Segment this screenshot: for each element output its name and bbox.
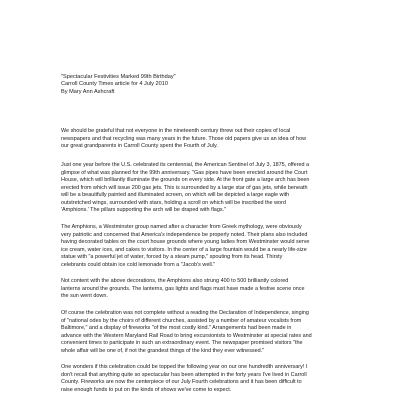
text-line: County. Fireworks are now the centerpiece of our July Fourth celebrations and it has been difficult to (61, 379, 302, 385)
text-line: erected from which will issue 200 gas jets. This is surrounded by a large star of gas jets, while beneath (61, 184, 308, 191)
text-line: don't recall that anything quite so spectacular has been attempted in the forty years I've lived in Carroll (61, 371, 307, 378)
text-line: We should be grateful that not everyone in the nineteenth century threw out their copies of local (61, 128, 291, 134)
text-line: whole affair will be one of, if not the grandest things of the kind they ever witnessed." (61, 347, 265, 354)
text-line: House, which will brilliantly illuminate the grounds on every side. At the front gate a large arch has been (61, 177, 310, 183)
text-line: the sun went down. (61, 293, 108, 299)
text-line: statue with "a powerful jet of water, forced by a steam pump," spouting from its head. Thirsty (61, 254, 283, 260)
text-line: newspapers and that recycling was many years in the future. Those old papers give us an idea of how (61, 135, 307, 142)
text-line: very patriotic and concerned that America's independence be properly noted. Their plans also included (61, 231, 308, 238)
text-line: Of course the celebration was not complete without a reading the Declaration of Independence, singing (61, 310, 309, 316)
article-title: "Spectacular Festivities Marked 99th Birthday" (61, 74, 176, 80)
text-line: One wonders if this celebration could be topped the following year on our one hundredth anniversary! I (61, 364, 308, 370)
text-line: will be a beautifully painted and illuminated screen, on which will be depicted a large eagle with (61, 192, 290, 198)
text-line: advance with the Western Maryland Rail Road to bring excursionists to Westminster at special rates and (61, 332, 312, 339)
paragraph-amphions (61, 224, 363, 269)
text-line: Baltimore," and a display of fireworks "of the most costly kind." Arrangements had been made in (61, 325, 292, 331)
text-line: The Amphions, a Westminster group named after a character from Greek mythology, were obviously (61, 224, 302, 230)
text-line: lanterns around the grounds. The lanterns, gas lights and flags must have made a festive scene once (61, 285, 305, 292)
text-line: celebrants could obtain ice cold lemonade from a "Jacob's well." (61, 261, 216, 268)
article-source: Carroll County Times article for 4 July 2010 (61, 81, 168, 88)
text-line: glimpse of what was planned for the 99th anniversary. "Gas pipes have been erected around the Court (61, 169, 308, 176)
article-author: By Mary Ann Ashcraft (61, 88, 115, 95)
text-line: outstretched wings, surrounded with stars, holding a scroll on which will be inscribed the word (61, 199, 286, 206)
paragraph-sentinel (61, 162, 363, 215)
text-line: 'Amphions.' The pillars supporting the arch will be draped with flags." (61, 207, 227, 213)
text-line: of "national odes by the choirs of different churches, assisted by a number of amateur vocalists from (61, 317, 302, 324)
paragraph-lanterns (61, 278, 363, 301)
paragraph-declaration (61, 310, 363, 355)
paragraph-conclusion (61, 364, 363, 394)
paragraph-intro (61, 128, 363, 151)
article-header (61, 74, 361, 96)
text-line: Just one year before the U.S. celebrated its centennial, the American Sentinel of July 3, 1875, offered a (61, 162, 310, 168)
text-line: convenient times to participate in such an extraordinary event. The newspaper promised visitors "the (61, 340, 303, 346)
text-line: Not content with the above decorations, the Amphions also strung 400 to 500 brilliantly colored (61, 278, 289, 284)
text-line: having decorated tables on the court house grounds where young ladies from Westminster would serve (61, 239, 310, 245)
text-line: ice cream, water ices, and cakes to visitors. In the center of a large fountain would be a nearly life-size (61, 246, 307, 253)
text-line: our great grandparents in Carroll County spent the Fourth of July. (61, 143, 218, 149)
text-line: raise enough funds to put on the kinds of shows we've come to expect. (61, 386, 232, 393)
